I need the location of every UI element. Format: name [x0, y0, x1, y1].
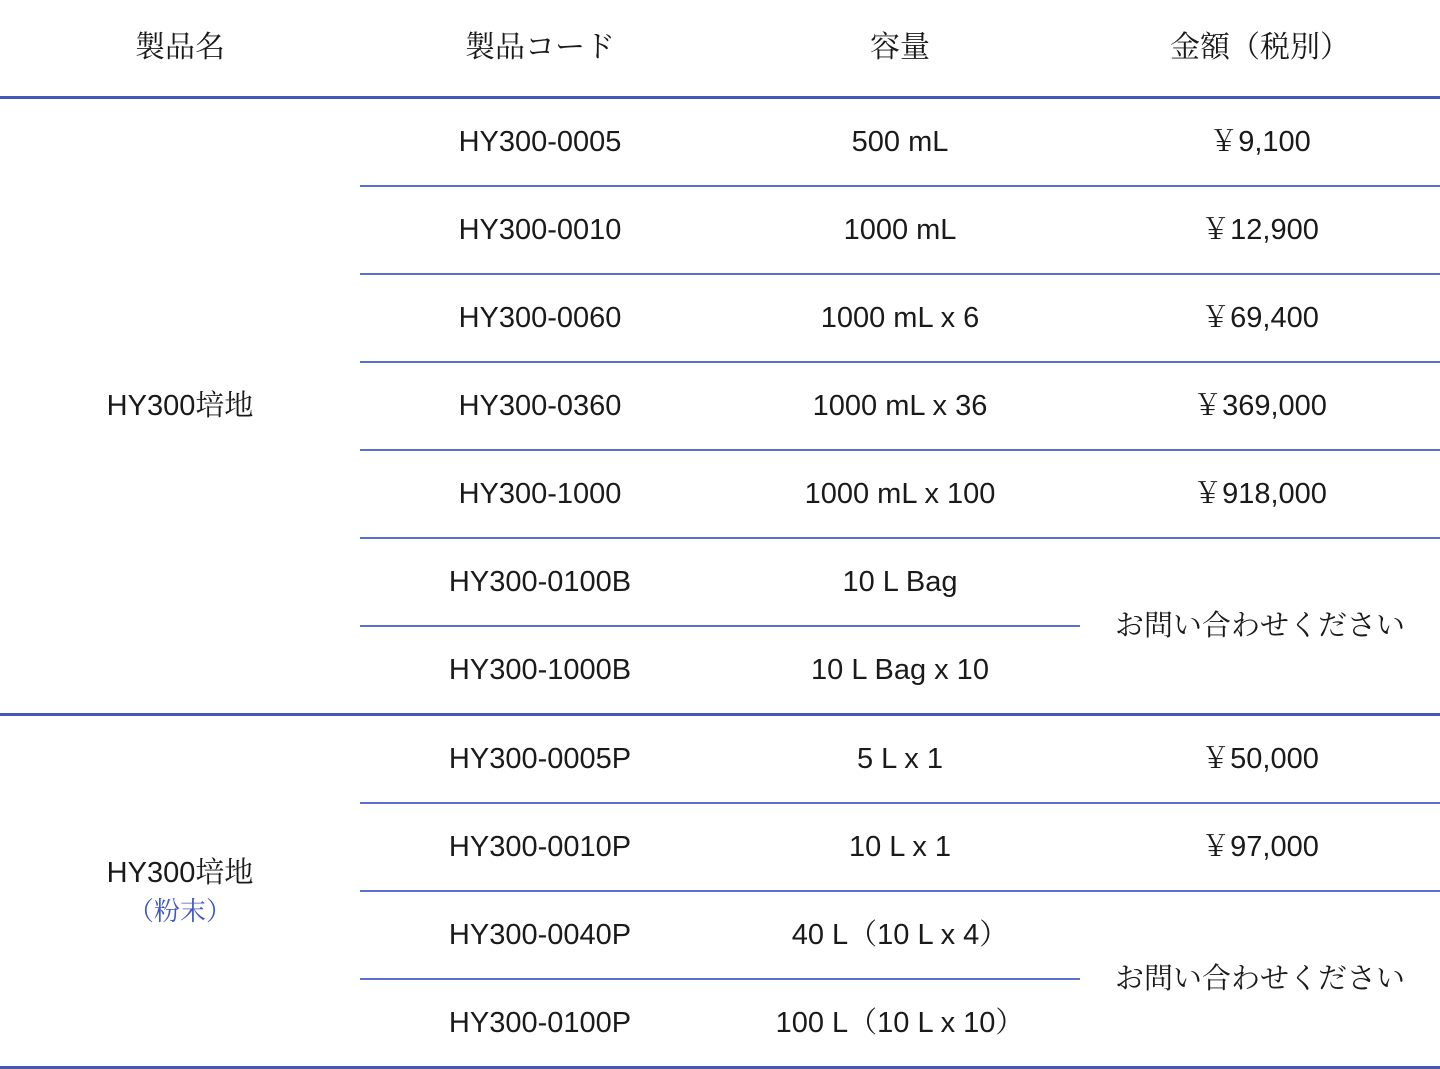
- product-price: ￥69,400: [1080, 274, 1440, 362]
- product-price-inquiry: お問い合わせください: [1080, 891, 1440, 1068]
- product-code: HY300-0040P: [360, 891, 720, 979]
- table-header-row: [0, 0, 1440, 98]
- product-code: HY300-0360: [360, 362, 720, 450]
- group-name-label: HY300培地: [107, 390, 254, 422]
- product-volume: 5 L x 1: [720, 715, 1080, 804]
- product-code: HY300-0010: [360, 186, 720, 274]
- product-volume: 500 mL: [720, 98, 1080, 187]
- column-header-volume: 容量: [720, 0, 1080, 98]
- column-header-product-name: 製品名: [0, 0, 360, 98]
- group-name-sublabel: （粉末）: [0, 895, 360, 928]
- product-code: HY300-0100P: [360, 979, 720, 1068]
- product-code: HY300-1000B: [360, 626, 720, 715]
- group-name-cell-2: [0, 715, 360, 1068]
- table-body: [0, 98, 1440, 1069]
- group-name-label: HY300培地: [107, 857, 254, 889]
- product-volume: 40 L（10 L x 4）: [720, 891, 1080, 979]
- product-volume: 100 L（10 L x 10）: [720, 979, 1080, 1068]
- product-volume: 10 L x 1: [720, 803, 1080, 891]
- product-volume: 1000 mL x 100: [720, 450, 1080, 538]
- product-price: ￥918,000: [1080, 450, 1440, 538]
- product-code: HY300-0005P: [360, 715, 720, 804]
- product-code: HY300-0010P: [360, 803, 720, 891]
- product-volume: 1000 mL x 36: [720, 362, 1080, 450]
- product-price: ￥97,000: [1080, 803, 1440, 891]
- product-volume: 1000 mL x 6: [720, 274, 1080, 362]
- product-volume: 10 L Bag: [720, 538, 1080, 626]
- product-price: ￥369,000: [1080, 362, 1440, 450]
- product-code: HY300-1000: [360, 450, 720, 538]
- product-volume: 1000 mL: [720, 186, 1080, 274]
- product-code: HY300-0060: [360, 274, 720, 362]
- table-row: [0, 98, 1440, 187]
- product-code: HY300-0100B: [360, 538, 720, 626]
- product-price-inquiry: お問い合わせください: [1080, 538, 1440, 715]
- column-header-price: 金額（税別）: [1080, 0, 1440, 98]
- product-code: HY300-0005: [360, 98, 720, 187]
- group-name-cell-1: [0, 98, 360, 715]
- table-row: [0, 715, 1440, 804]
- product-volume: 10 L Bag x 10: [720, 626, 1080, 715]
- product-price: ￥9,100: [1080, 98, 1440, 187]
- product-price: ￥12,900: [1080, 186, 1440, 274]
- table-header: [0, 0, 1440, 98]
- column-header-product-code: 製品コード: [360, 0, 720, 98]
- product-price: ￥50,000: [1080, 715, 1440, 804]
